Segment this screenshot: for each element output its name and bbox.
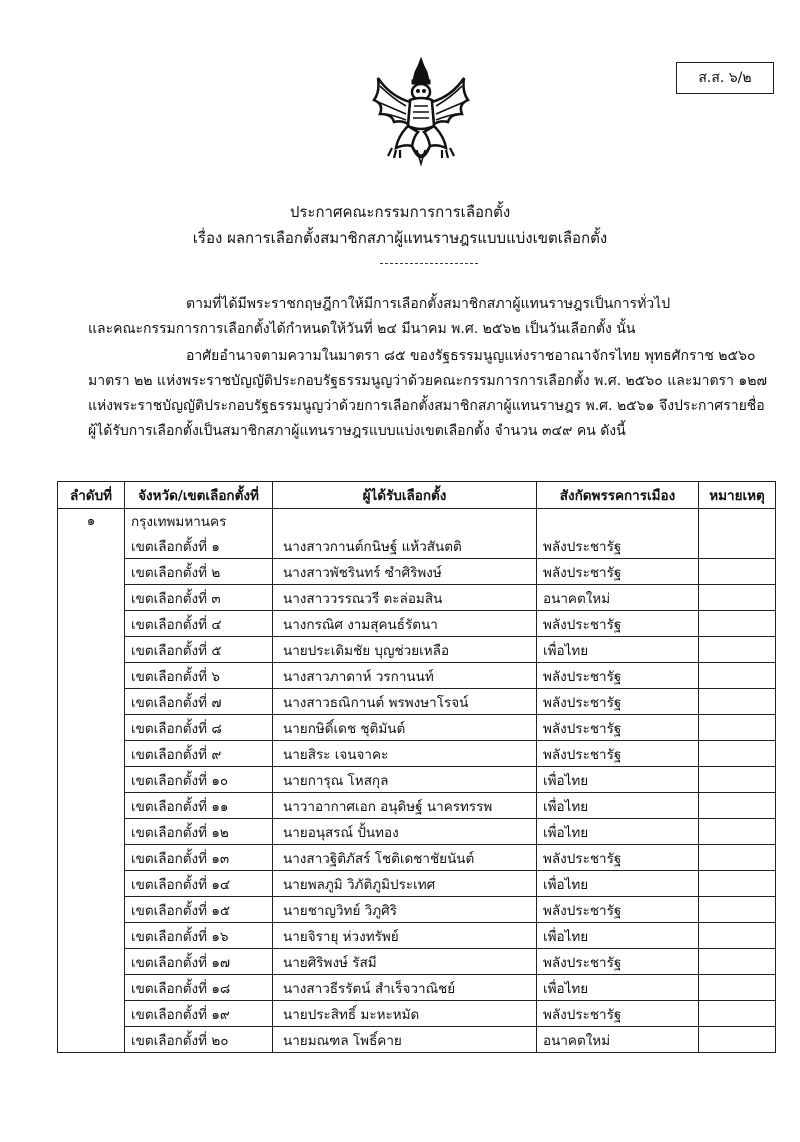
name-cell: นาวาอากาศเอก อนุดิษฐ์ นาครทรรพ bbox=[273, 793, 537, 819]
table-header-row bbox=[58, 482, 776, 509]
remark-cell bbox=[699, 793, 776, 819]
table-row bbox=[58, 793, 776, 819]
party-cell: เพื่อไทย bbox=[537, 637, 699, 663]
remark-cell bbox=[699, 819, 776, 845]
table-row bbox=[58, 975, 776, 1001]
party-cell: เพื่อไทย bbox=[537, 871, 699, 897]
name-cell: นายศิริพงษ์ รัสมี bbox=[273, 949, 537, 975]
paragraph-authority bbox=[88, 344, 768, 444]
form-code-box: ส.ส. ๖/๒ bbox=[676, 62, 774, 94]
district-cell: เขตเลือกตั้งที่ ๑๔ bbox=[125, 871, 273, 897]
remark-cell bbox=[699, 715, 776, 741]
name-cell: นายประเดิมชัย บุญช่วยเหลือ bbox=[273, 637, 537, 663]
district-cell: เขตเลือกตั้งที่ ๗ bbox=[125, 689, 273, 715]
table-row bbox=[58, 1027, 776, 1053]
header-remark: หมายเหตุ bbox=[699, 482, 776, 509]
name-cell: นางสาวกานต์กนิษฐ์ แห้วสันตติ bbox=[273, 533, 537, 559]
party-cell: พลังประชารัฐ bbox=[537, 845, 699, 871]
name-cell bbox=[273, 509, 537, 534]
district-cell: เขตเลือกตั้งที่ ๑๕ bbox=[125, 897, 273, 923]
name-cell: นายอนุสรณ์ ปั้นทอง bbox=[273, 819, 537, 845]
election-results-table bbox=[57, 481, 776, 1053]
remark-cell bbox=[699, 611, 776, 637]
table-row bbox=[58, 897, 776, 923]
party-cell: เพื่อไทย bbox=[537, 819, 699, 845]
remark-cell bbox=[699, 663, 776, 689]
table-row bbox=[58, 559, 776, 585]
party-cell: พลังประชารัฐ bbox=[537, 663, 699, 689]
remark-cell bbox=[699, 923, 776, 949]
table-row bbox=[58, 637, 776, 663]
table-row bbox=[58, 923, 776, 949]
name-cell: นางสาววรรณวรี ตะล่อมสิน bbox=[273, 585, 537, 611]
party-cell: เพื่อไทย bbox=[537, 975, 699, 1001]
paragraph-line: มาตรา ๒๒ แห่งพระราชบัญญัติประกอบรัฐธรรมนูญว่าด้วยคณะกรรมการการเลือกตั้ง พ.ศ. ๒๕๖๐ และมาตรา ๑๒๗ bbox=[88, 373, 768, 389]
announcement-subject: เรื่อง ผลการเลือกตั้งสมาชิกสภาผู้แทนราษฎรแบบแบ่งเขตเลือกตั้ง bbox=[192, 229, 608, 247]
remark-cell bbox=[699, 975, 776, 1001]
table-row bbox=[58, 585, 776, 611]
remark-cell bbox=[699, 767, 776, 793]
district-cell: เขตเลือกตั้งที่ ๒๐ bbox=[125, 1027, 273, 1053]
district-cell: เขตเลือกตั้งที่ ๑๐ bbox=[125, 767, 273, 793]
district-cell: เขตเลือกตั้งที่ ๖ bbox=[125, 663, 273, 689]
party-cell: พลังประชารัฐ bbox=[537, 689, 699, 715]
paragraph-line: ผู้ได้รับการเลือกตั้งเป็นสมาชิกสภาผู้แทนราษฎรแบบแบ่งเขตเลือกตั้ง จำนวน ๓๔๙ คน ดังนี้ bbox=[88, 423, 626, 439]
party-cell: พลังประชารัฐ bbox=[537, 897, 699, 923]
party-cell: พลังประชารัฐ bbox=[537, 949, 699, 975]
party-cell: พลังประชารัฐ bbox=[537, 611, 699, 637]
divider-line bbox=[380, 263, 478, 264]
party-cell: พลังประชารัฐ bbox=[537, 559, 699, 585]
district-cell: เขตเลือกตั้งที่ ๑๓ bbox=[125, 845, 273, 871]
district-cell: เขตเลือกตั้งที่ ๔ bbox=[125, 611, 273, 637]
district-cell: เขตเลือกตั้งที่ ๑๗ bbox=[125, 949, 273, 975]
name-cell: นางสาวธณิกานต์ พรพงษาโรจน์ bbox=[273, 689, 537, 715]
paragraph-line: และคณะกรรมการการเลือกตั้งได้กำหนดให้วันที่ ๒๔ มีนาคม พ.ศ. ๒๕๖๒ เป็นวันเลือกตั้ง นั้น bbox=[88, 321, 636, 337]
district-cell: เขตเลือกตั้งที่ ๙ bbox=[125, 741, 273, 767]
party-cell: อนาคตใหม่ bbox=[537, 585, 699, 611]
name-cell: นายชาญวิทย์ วิภูศิริ bbox=[273, 897, 537, 923]
table-row bbox=[58, 871, 776, 897]
party-cell: พลังประชารัฐ bbox=[537, 533, 699, 559]
name-cell: นายการุณ โหสกุล bbox=[273, 767, 537, 793]
remark-cell bbox=[699, 637, 776, 663]
header-party: สังกัดพรรคการเมือง bbox=[537, 482, 699, 509]
header-seq: ลำดับที่ bbox=[58, 482, 125, 509]
district-cell: เขตเลือกตั้งที่ ๑ bbox=[125, 533, 273, 559]
remark-cell bbox=[699, 585, 776, 611]
remark-cell bbox=[699, 845, 776, 871]
party-cell: พลังประชารัฐ bbox=[537, 1001, 699, 1027]
remark-cell bbox=[699, 533, 776, 559]
name-cell: นายกษิดิ์เดช ชุติมันต์ bbox=[273, 715, 537, 741]
name-cell: นางกรณิศ งามสุคนธ์รัตนา bbox=[273, 611, 537, 637]
remark-cell bbox=[699, 1027, 776, 1053]
table-row bbox=[58, 819, 776, 845]
paragraph-line: ตามที่ได้มีพระราชกฤษฎีกาให้มีการเลือกตั้งสมาชิกสภาผู้แทนราษฎรเป็นการทั่วไป bbox=[186, 296, 671, 312]
name-cell: นางสาวธีรรัตน์ สำเร็จวาณิชย์ bbox=[273, 975, 537, 1001]
district-cell: เขตเลือกตั้งที่ ๑๒ bbox=[125, 819, 273, 845]
district-cell: เขตเลือกตั้งที่ ๑๑ bbox=[125, 793, 273, 819]
remark-cell bbox=[699, 509, 776, 534]
province-cell: กรุงเทพมหานคร bbox=[125, 509, 273, 534]
table-row bbox=[58, 741, 776, 767]
table-row bbox=[58, 533, 776, 559]
remark-cell bbox=[699, 689, 776, 715]
paragraph-line: แห่งพระราชบัญญัติประกอบรัฐธรรมนูญว่าด้วยการเลือกตั้งสมาชิกสภาผู้แทนราษฎร พ.ศ. ๒๕๖๑ จึงประกาศรายชื่อ bbox=[88, 398, 765, 414]
remark-cell bbox=[699, 559, 776, 585]
party-cell: พลังประชารัฐ bbox=[537, 741, 699, 767]
header-province-district: จังหวัด/เขตเลือกตั้งที่ bbox=[125, 482, 273, 509]
name-cell: นางสาวฐิติภัสร์ โชติเดชาชัยนันต์ bbox=[273, 845, 537, 871]
name-cell: นางสาวพัชรินทร์ ซำศิริพงษ์ bbox=[273, 559, 537, 585]
district-cell: เขตเลือกตั้งที่ ๓ bbox=[125, 585, 273, 611]
table-row bbox=[58, 949, 776, 975]
garuda-emblem-icon bbox=[368, 56, 474, 172]
name-cell: นายจิรายุ ห่วงทรัพย์ bbox=[273, 923, 537, 949]
district-cell: เขตเลือกตั้งที่ ๘ bbox=[125, 715, 273, 741]
table-row bbox=[58, 611, 776, 637]
party-cell: พลังประชารัฐ bbox=[537, 715, 699, 741]
seq-cell: ๑ bbox=[58, 509, 125, 1053]
remark-cell bbox=[699, 741, 776, 767]
remark-cell bbox=[699, 871, 776, 897]
name-cell: นายสิระ เจนจาคะ bbox=[273, 741, 537, 767]
party-cell: เพื่อไทย bbox=[537, 793, 699, 819]
table-row bbox=[58, 1001, 776, 1027]
remark-cell bbox=[699, 1001, 776, 1027]
table-row bbox=[58, 663, 776, 689]
remark-cell bbox=[699, 897, 776, 923]
party-cell: เพื่อไทย bbox=[537, 767, 699, 793]
paragraph-line: อาศัยอำนาจตามความในมาตรา ๘๕ ของรัฐธรรมนูญแห่งราชอาณาจักรไทย พุทธศักราช ๒๕๖๐ bbox=[186, 348, 756, 364]
district-cell: เขตเลือกตั้งที่ ๒ bbox=[125, 559, 273, 585]
table-row bbox=[58, 767, 776, 793]
table-row bbox=[58, 845, 776, 871]
header-elected-name: ผู้ได้รับเลือกตั้ง bbox=[273, 482, 537, 509]
name-cell: นายพลภูมิ วิภัติภูมิประเทศ bbox=[273, 871, 537, 897]
party-cell: อนาคตใหม่ bbox=[537, 1027, 699, 1053]
table-row bbox=[58, 715, 776, 741]
remark-cell bbox=[699, 949, 776, 975]
district-cell: เขตเลือกตั้งที่ ๑๙ bbox=[125, 1001, 273, 1027]
paragraph-preamble bbox=[88, 292, 768, 342]
party-cell: เพื่อไทย bbox=[537, 923, 699, 949]
name-cell: นายมณฑล โพธิ์คาย bbox=[273, 1027, 537, 1053]
table-row bbox=[58, 509, 776, 534]
district-cell: เขตเลือกตั้งที่ ๑๘ bbox=[125, 975, 273, 1001]
name-cell: นายประสิทธิ์ มะหะหมัด bbox=[273, 1001, 537, 1027]
announcement-title: ประกาศคณะกรรมการการเลือกตั้ง bbox=[289, 203, 511, 221]
name-cell: นางสาวภาดาห์ วรกานนท์ bbox=[273, 663, 537, 689]
table-row bbox=[58, 689, 776, 715]
party-cell bbox=[537, 509, 699, 534]
district-cell: เขตเลือกตั้งที่ ๑๖ bbox=[125, 923, 273, 949]
district-cell: เขตเลือกตั้งที่ ๕ bbox=[125, 637, 273, 663]
